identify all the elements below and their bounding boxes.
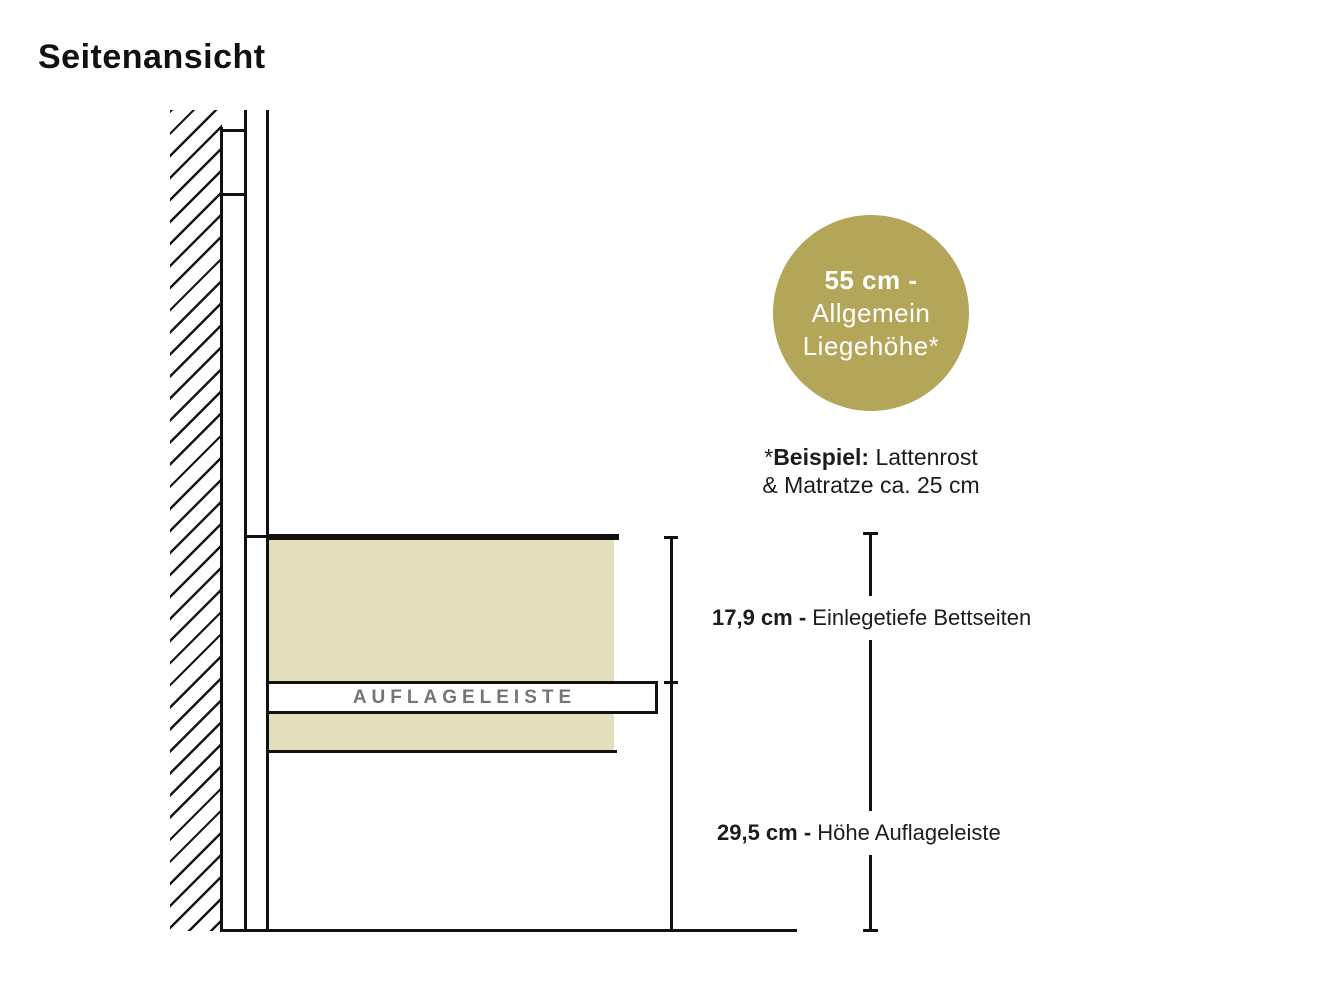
dimension-line-outer-top-cap [863,532,878,535]
auflageleiste-bar [266,681,658,714]
footnote [746,443,996,499]
dimension-line-outer [869,533,872,931]
floor-line [220,929,797,932]
bed-side-bottom-line [266,750,617,753]
dim-label-einlegetiefe: 17,9 cm - Einlegetiefe Bettseiten [706,596,1037,640]
wall-edge-line [220,127,223,931]
footnote-line1: *Beispiel: Lattenrost [764,444,978,470]
dimension-line-inner-top-cap [664,536,678,539]
wall-hatch-area [170,110,222,931]
dimension-line-inner [670,537,673,931]
dim-label-hoehe-auflageleiste: 29,5 cm - Höhe Auflageleiste [711,811,1007,855]
footnote-line2: & Matratze ca. 25 cm [762,472,980,498]
wall-bracket-top-line [220,129,247,132]
dimension-line-inner-mid-tick [664,681,678,684]
page-title: Seitenansicht [38,38,266,76]
auflageleiste-label: AUFLAGELEISTE [352,686,577,708]
mattress-fill-area [269,540,614,752]
badge-label-line1: Allgemein [811,297,931,328]
dimension-line-outer-bottom-cap [863,929,878,932]
badge-label-line2: Liegehöhe* [802,330,940,361]
wall-bracket-bottom-line [220,193,247,196]
bed-frame-inner-vertical-line [244,110,247,931]
badge-value: 55 cm - [824,264,918,295]
bed-frame-outer-vertical-line [266,110,269,931]
lying-height-badge [773,215,969,411]
